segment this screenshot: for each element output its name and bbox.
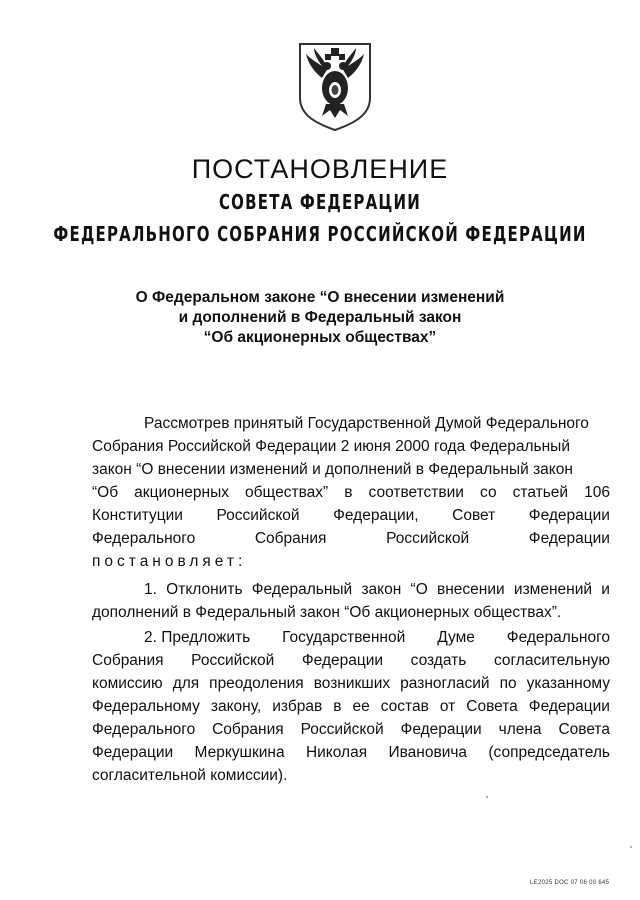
word: Российской: [191, 652, 275, 669]
issuer-line-1: СОВЕТА ФЕДЕРАЦИИ: [218, 190, 422, 215]
word: Совета: [558, 721, 610, 738]
word: акционерных: [134, 484, 229, 501]
resolution-item-1: [92, 578, 610, 624]
text-line: Собрания Российской Федерации 2 июня 2000 года Федеральный: [92, 438, 570, 455]
word: со: [480, 484, 497, 501]
text-line: дополнений в Федеральный закон “Об акционерных обществах”.: [92, 604, 562, 621]
word: Федерации,: [333, 507, 419, 524]
word: члена: [498, 721, 542, 738]
text-line: [92, 695, 610, 718]
word: возникших: [313, 675, 391, 692]
scan-speck: [486, 796, 488, 798]
word: создать: [410, 652, 467, 669]
word: для: [172, 675, 200, 692]
word: Федерального: [506, 629, 610, 646]
word: и: [601, 581, 610, 598]
word: 106: [584, 484, 610, 501]
word: по: [499, 675, 517, 692]
text-line: [92, 626, 610, 649]
text-line: [92, 578, 610, 601]
word: Российской: [300, 721, 384, 738]
text-line: [92, 672, 610, 695]
word: Федеральный: [251, 581, 353, 598]
word: Федерации: [528, 507, 610, 524]
word: обществах”: [245, 484, 329, 501]
word: Ивановича: [388, 744, 468, 761]
word: Федерации: [92, 744, 174, 761]
word: Конституции: [92, 507, 183, 524]
word: комиссию: [92, 675, 163, 692]
resolution-verb: постановляет:: [92, 553, 247, 570]
word: в: [344, 484, 353, 501]
word: указанному: [526, 675, 610, 692]
text-line: закон “О внесении изменений и дополнений в Федеральный закон: [92, 461, 573, 478]
word: состав: [380, 698, 429, 715]
issuer-line-2: ФЕДЕРАЛЬНОГО СОБРАНИЯ РОССИЙСКОЙ ФЕДЕРАЦИИ: [53, 222, 587, 247]
text-line: Рассмотрев принятый Государственной Думой Федерального: [144, 415, 589, 432]
word: закону,: [210, 698, 262, 715]
word: Собрания: [254, 530, 327, 547]
word: согласительную: [493, 652, 610, 669]
word: Федеральному: [92, 698, 200, 715]
subject-line: О Федеральном законе “О внесении изменений: [135, 289, 505, 306]
word: Государственной: [282, 629, 406, 646]
word: Федерации: [528, 698, 610, 715]
resolution-item-2: [92, 626, 610, 787]
text-line: согласительной комиссии).: [92, 767, 288, 784]
word: Федерации: [528, 530, 610, 547]
word: Совета: [466, 698, 518, 715]
text-line: [92, 504, 610, 527]
word: Федерации: [400, 721, 482, 738]
text-line: [92, 649, 610, 672]
document-subject: [0, 288, 640, 348]
word: Собрания: [212, 721, 284, 738]
scan-speck: [630, 846, 632, 848]
word: Федерального: [92, 530, 196, 547]
word: “О: [410, 581, 428, 598]
word: “Об: [92, 484, 119, 501]
word: Федерального: [92, 721, 196, 738]
word: преодоления: [209, 675, 304, 692]
word: Николая: [305, 744, 368, 761]
preamble-paragraph: [92, 412, 610, 573]
word: закон: [361, 581, 402, 598]
word: 2. Предложить: [144, 629, 251, 646]
word: 1.: [144, 581, 157, 598]
russian-coat-of-arms-icon: [296, 40, 374, 132]
text-line: [92, 527, 610, 550]
text-line: [92, 741, 610, 764]
word: Меркушкина: [194, 744, 285, 761]
document-title: ПОСТАНОВЛЕНИЕ: [191, 154, 449, 184]
text-line: [92, 481, 610, 504]
word: Федерации: [301, 652, 384, 669]
subject-line: “Об акционерных обществах”: [203, 329, 437, 346]
word: избрав: [272, 698, 323, 715]
word: ее: [352, 698, 370, 715]
word: Отклонить: [166, 581, 243, 598]
word: внесении: [437, 581, 505, 598]
word: изменений: [513, 581, 593, 598]
word: Российской: [216, 507, 300, 524]
word: (сопредседатель: [488, 744, 610, 761]
document-code: LE2025 DOC 07 06 00 645: [530, 880, 610, 886]
word: Думе: [437, 629, 475, 646]
word: от: [439, 698, 456, 715]
word: в: [333, 698, 342, 715]
word: статьей: [512, 484, 569, 501]
word: Совет: [452, 507, 496, 524]
word: соответствии: [368, 484, 464, 501]
word: Собрания: [92, 652, 164, 669]
word: разногласий: [400, 675, 490, 692]
text-line: [92, 718, 610, 741]
subject-line: и дополнений в Федеральный закон: [178, 309, 462, 326]
word: Российской: [386, 530, 470, 547]
